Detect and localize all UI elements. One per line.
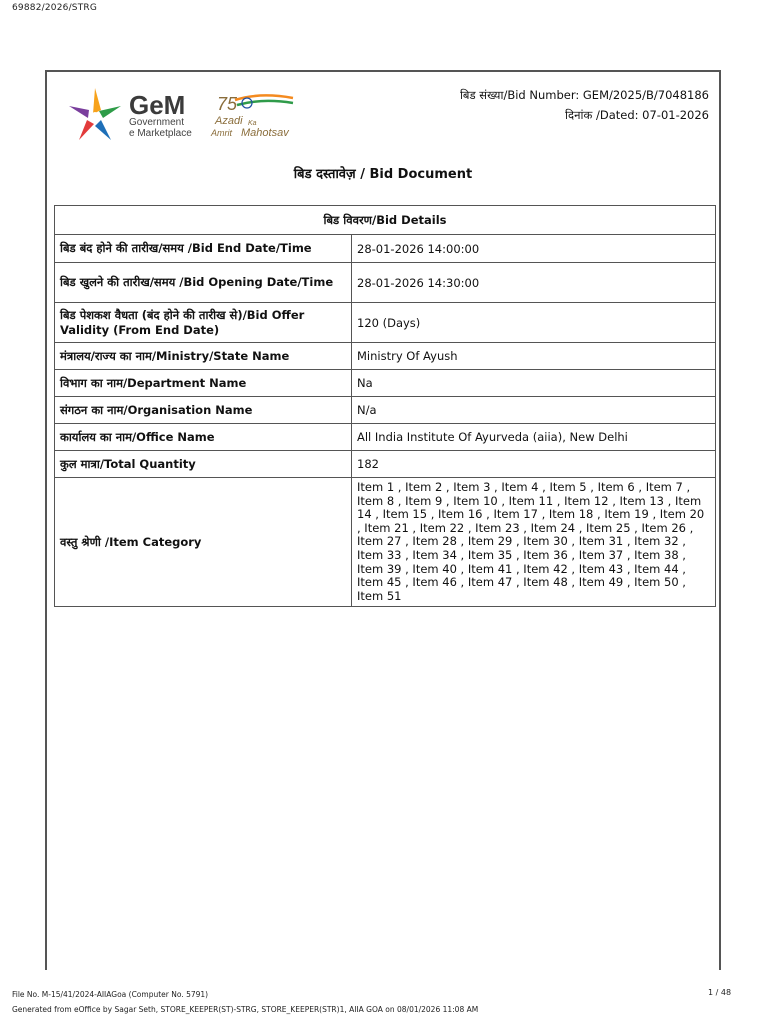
row-label: बिड पेशकश वैधता (बंद होने की तारीख से)/Bid Offer Validity (From End Date): [55, 303, 352, 343]
dated-value: 07-01-2026: [642, 108, 709, 122]
bid-number-block: [460, 85, 709, 125]
bid-details-table: [54, 205, 716, 607]
row-value: Ministry Of Ayush: [352, 343, 716, 370]
row-value: 182: [352, 451, 716, 478]
svg-text:Ka: Ka: [248, 120, 257, 127]
bid-number-label: बिड संख्या/Bid Number:: [459, 88, 580, 102]
table-row: [55, 303, 716, 343]
table-row: [55, 263, 716, 303]
table-row: [55, 397, 716, 424]
row-label: संगठन का नाम/Organisation Name: [55, 397, 352, 424]
bid-details-heading: बिड विवरण/Bid Details: [55, 206, 716, 235]
document-reference-number: 69882/2026/STRG: [12, 3, 98, 13]
table-row: [55, 424, 716, 451]
svg-text:GeM: GeM: [129, 90, 186, 120]
dated-row: [460, 105, 709, 125]
svg-text:Government: Government: [129, 117, 185, 128]
svg-text:Amrit: Amrit: [211, 128, 232, 138]
table-row: [55, 343, 716, 370]
item-category-list: Item 1 , Item 2 , Item 3 , Item 4 , Item 5 , Item 6 , Item 7 , Item 8 , Item 9 , Item 10 , Item 11 , Item 12 , Item 13 , Item 14 , Item 15 , Item 16 , Item 17 , Item 18 , Item 19 , Item 20 , Item 21 , Item 22 , Item 23 , Item 24 , Item 25 , Item 26 , Item 27 , Item 28 , Item 29 , Item 30 , Item 31 , Item 32 , Item 33 , Item 34 , Item 35 , Item 36 , Item 37 , Item 38 , Item 39 , Item 40 , Item 41 , Item 42 , Item 43 , Item 44 , Item 45 , Item 46 , Item 47 , Item 48 , Item 49 , Item 50 , Item 51: [352, 478, 716, 607]
dated-label: दिनांक /Dated:: [565, 108, 639, 122]
table-row: [55, 370, 716, 397]
row-value: Na: [352, 370, 716, 397]
table-row: [55, 478, 716, 607]
row-value: 28-01-2026 14:00:00: [352, 235, 716, 263]
gem-star-icon: [65, 84, 305, 144]
row-label: मंत्रालय/राज्य का नाम/Ministry/State Name: [55, 343, 352, 370]
row-label: कार्यालय का नाम/Office Name: [55, 424, 352, 451]
bid-number-row: [460, 85, 709, 105]
footer-file-number: File No. M-15/41/2024-AIIAGoa (Computer No. 5791): [12, 990, 209, 999]
page-number: 1 / 48: [708, 988, 732, 997]
svg-text:e Marketplace: e Marketplace: [129, 128, 192, 139]
row-value: All India Institute Of Ayurveda (aiia), New Delhi: [352, 424, 716, 451]
bid-number-value: GEM/2025/B/7048186: [582, 88, 709, 102]
svg-text:75: 75: [217, 94, 238, 114]
row-label: विभाग का नाम/Department Name: [55, 370, 352, 397]
row-label: कुल मात्रा/Total Quantity: [55, 451, 352, 478]
svg-text:Azadi: Azadi: [215, 115, 243, 127]
row-value: N/a: [352, 397, 716, 424]
row-value: 120 (Days): [352, 303, 716, 343]
svg-text:Mahotsav: Mahotsav: [241, 127, 289, 139]
table-row: [55, 235, 716, 263]
row-label: बिड बंद होने की तारीख/समय /Bid End Date/Time: [55, 235, 352, 263]
row-label: वस्तु श्रेणी /Item Category: [55, 478, 352, 607]
table-row: [55, 451, 716, 478]
document-title: बिड दस्तावेज़ / Bid Document: [293, 167, 473, 182]
document-page-frame: [45, 70, 721, 970]
gem-logo: [65, 84, 305, 144]
table-header-row: [55, 206, 716, 235]
row-label: बिड खुलने की तारीख/समय /Bid Opening Date/Time: [55, 263, 352, 303]
footer-generated-note: Generated from eOffice by Sagar Seth, STORE_KEEPER(ST)-STRG, STORE_KEEPER(STR)1, AIIA GOA on 08/01/2026 11:08 AM: [12, 1005, 479, 1014]
row-value: 28-01-2026 14:30:00: [352, 263, 716, 303]
